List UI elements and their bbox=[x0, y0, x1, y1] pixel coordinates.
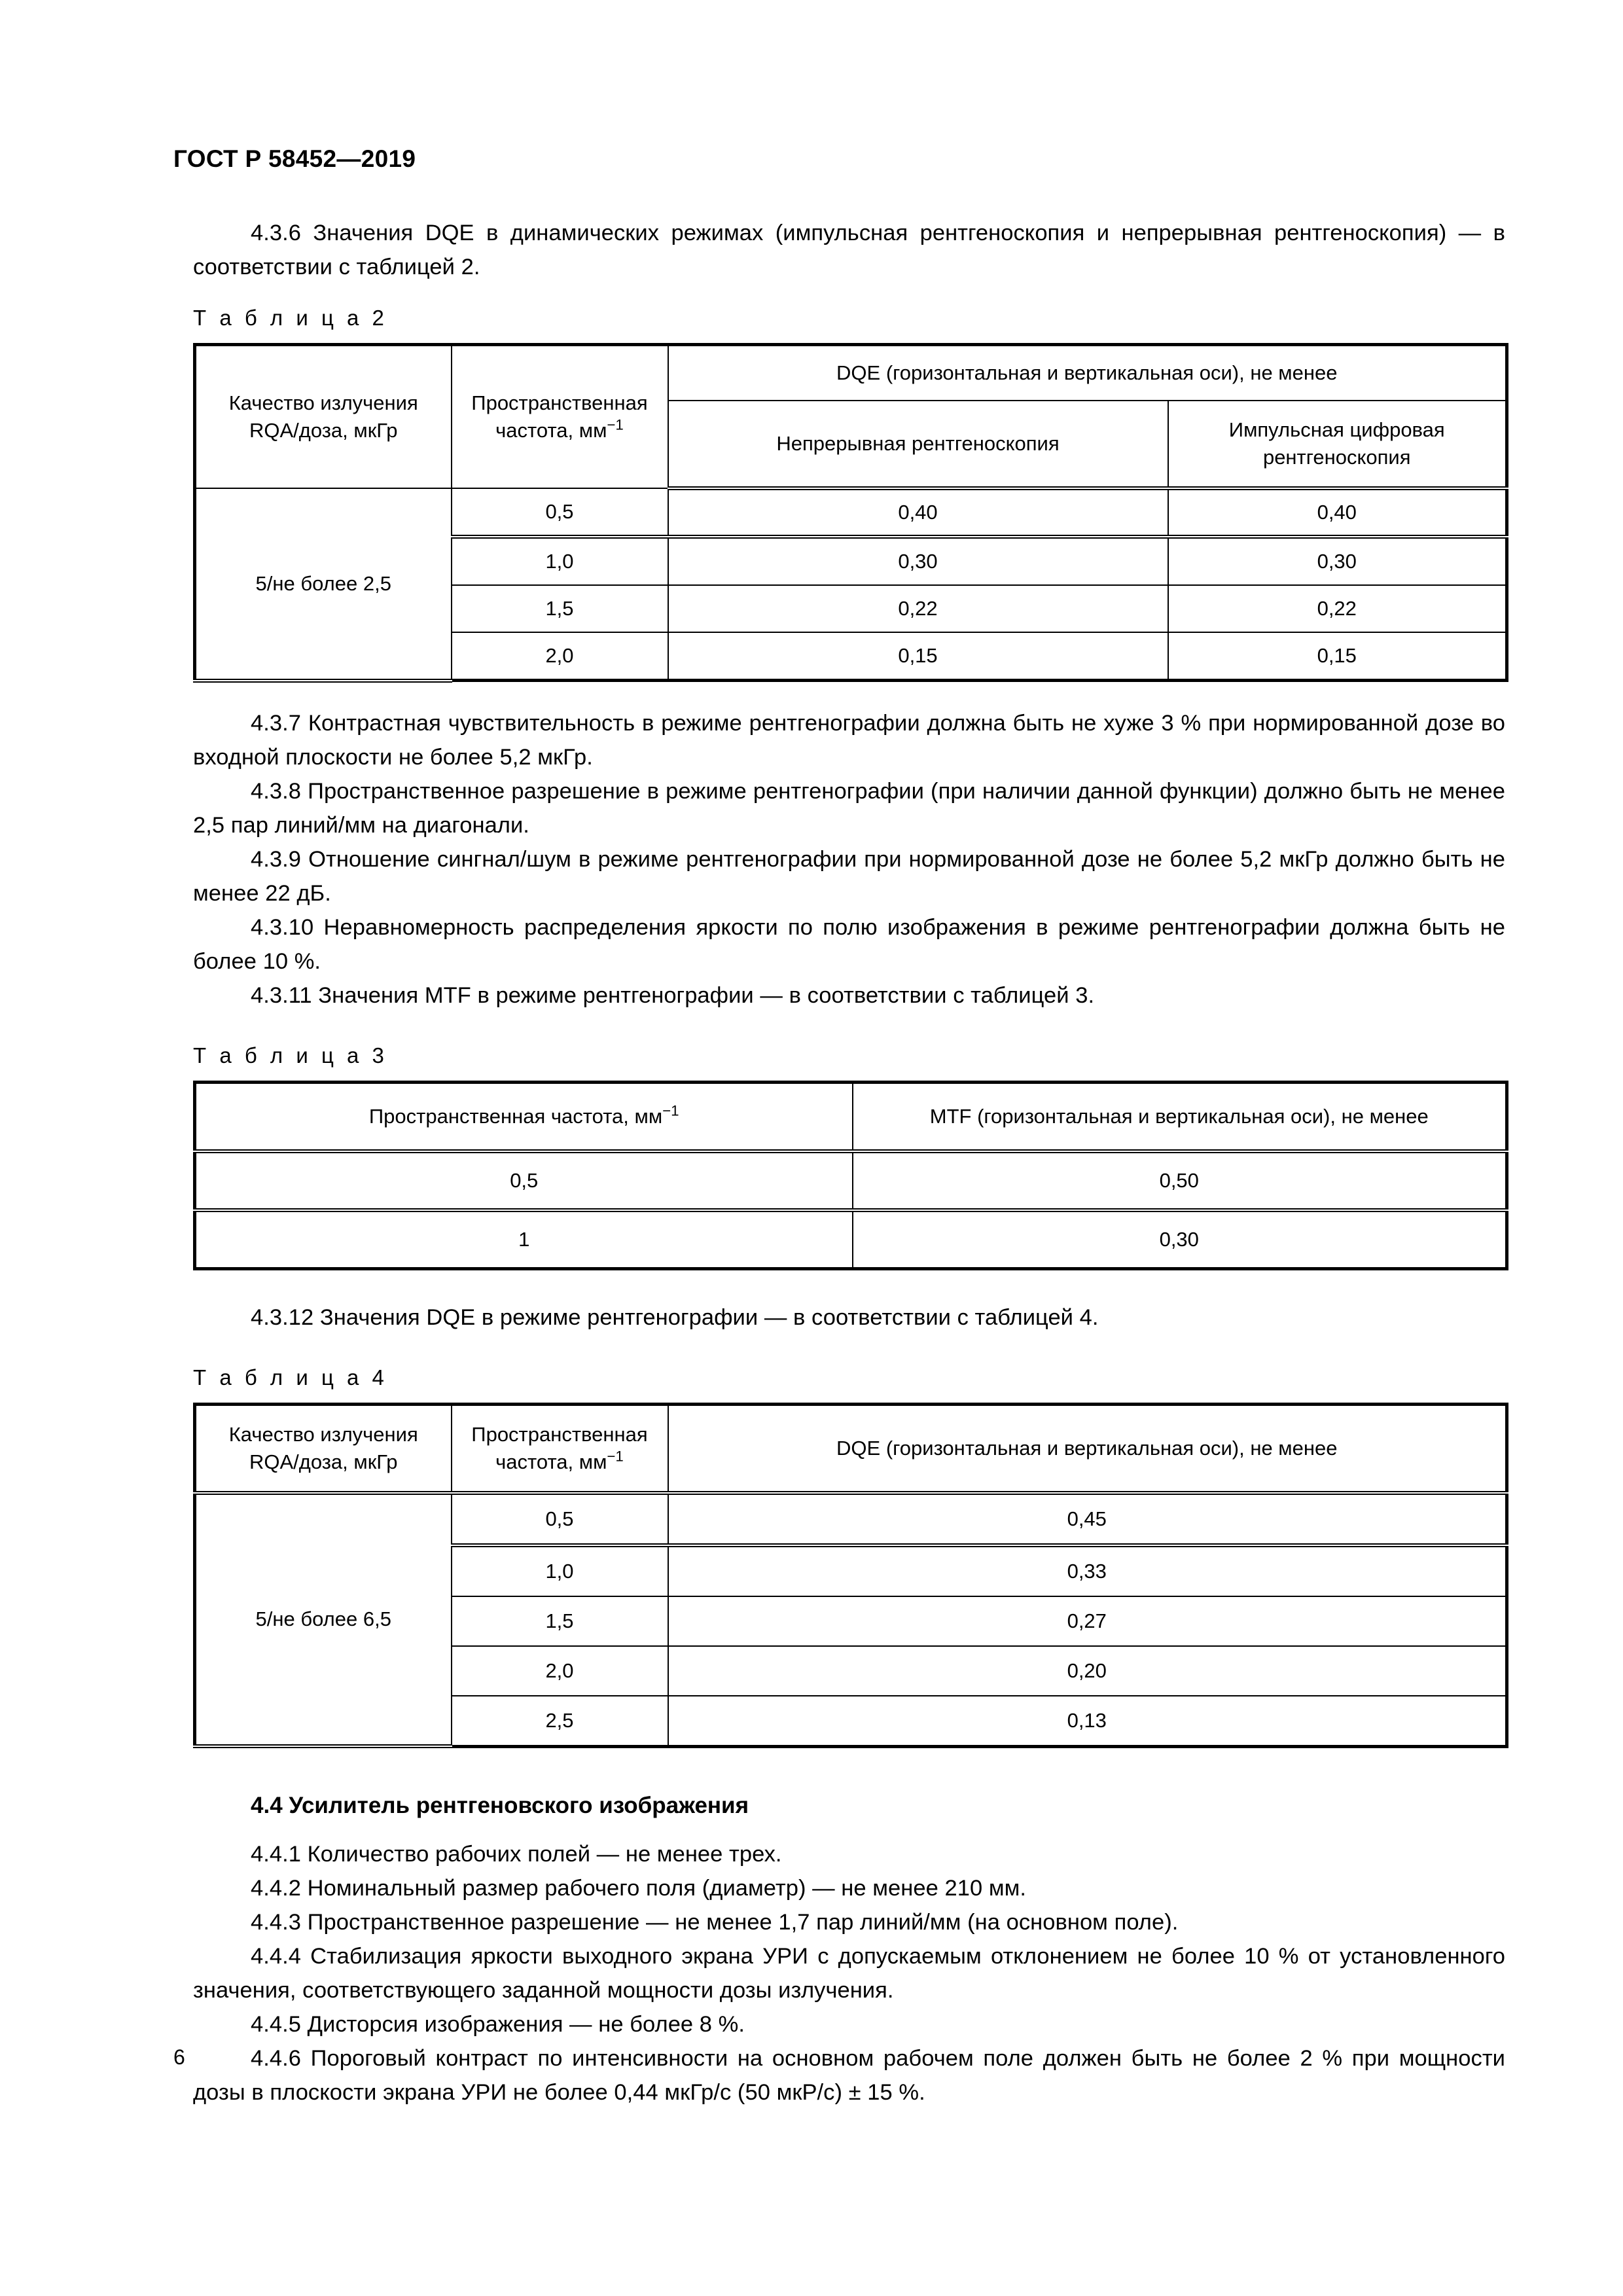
table-2-head-frequency-exponent: −1 bbox=[607, 416, 624, 433]
table-2-head-dqe-span: DQE (горизонтальная и вертикальная оси), не менее bbox=[668, 345, 1507, 401]
table-2-head-continuous: Непрерывная рентгеноскопия bbox=[668, 401, 1168, 488]
table-2-head-quality bbox=[195, 345, 452, 489]
table-2-cell-frequency: 1,5 bbox=[452, 585, 668, 632]
table-2-cell-continuous: 0,22 bbox=[668, 585, 1168, 632]
paragraph-4-3-9: 4.3.9 Отношение сингнал/шум в режиме рентгенографии при нормированной дозе не более 5,2 мкГр должно быть не менее 22 дБ. bbox=[193, 846, 1505, 906]
table-2-head-pulsed-line1: Импульсная цифровая bbox=[1228, 418, 1445, 441]
table-2-cell-pulsed: 0,40 bbox=[1168, 488, 1507, 537]
table-2-cell-pulsed: 0,30 bbox=[1168, 537, 1507, 585]
table-3-caption: Т а б л и ц а 3 bbox=[193, 1043, 388, 1067]
table-3-head-frequency-exponent: −1 bbox=[662, 1102, 679, 1119]
table-2-head-pulsed-line2: рентгеноскопия bbox=[1262, 446, 1411, 469]
heading-4-4: 4.4 Усилитель рентгеновского изображения bbox=[251, 1793, 749, 1818]
paragraph-4-3-10: 4.3.10 Неравномерность распределения яркости по полю изображения в режиме рентгенографии должна быть не более 10 %. bbox=[193, 914, 1505, 974]
table-2-head-quality-line1: Качество излучения bbox=[228, 391, 418, 414]
paragraph-4-4-1: 4.4.1 Количество рабочих полей — не менее трех. bbox=[251, 1842, 782, 1867]
page-content bbox=[193, 216, 1505, 2109]
paragraph-4-4-6: 4.4.6 Пороговый контраст по интенсивности на основном рабочем поле должен быть не более 2 % при мощности дозы в плоскости экрана УРИ не более 0,44 мкГр/с (50 мкР/с) ± 15 %. bbox=[193, 2046, 1505, 2105]
table-2-cell-pulsed: 0,22 bbox=[1168, 585, 1507, 632]
table-4-cell-frequency: 2,0 bbox=[452, 1646, 668, 1696]
table-3-cell-frequency: 1 bbox=[195, 1210, 853, 1269]
table-2-head-quality-line2: RQA/доза, мкГр bbox=[249, 419, 398, 442]
table-2-cell-frequency: 1,0 bbox=[452, 537, 668, 585]
table-row bbox=[195, 1151, 1507, 1210]
table-2-head-pulsed bbox=[1168, 401, 1507, 488]
table-4-head-quality-line2: RQA/доза, мкГр bbox=[249, 1450, 398, 1473]
table-2-cell-pulsed: 0,15 bbox=[1168, 632, 1507, 681]
table-row bbox=[195, 1210, 1507, 1269]
table-4-cell-dqe: 0,45 bbox=[668, 1493, 1507, 1545]
page-number: 6 bbox=[173, 2045, 185, 2069]
paragraph-4-4-5: 4.4.5 Дисторсия изображения — не более 8 %. bbox=[251, 2012, 745, 2037]
table-3-cell-mtf: 0,30 bbox=[853, 1210, 1507, 1269]
table-2-caption: Т а б л и ц а 2 bbox=[193, 306, 388, 330]
table-4-cell-quality: 5/не более 6,5 bbox=[195, 1493, 452, 1747]
table-row bbox=[195, 1082, 1507, 1151]
table-row bbox=[195, 1404, 1507, 1493]
table-4-cell-frequency: 1,5 bbox=[452, 1596, 668, 1646]
table-2 bbox=[193, 343, 1508, 683]
table-3-cell-mtf: 0,50 bbox=[853, 1151, 1507, 1210]
table-4-cell-dqe: 0,20 bbox=[668, 1646, 1507, 1696]
table-4-cell-frequency: 2,5 bbox=[452, 1696, 668, 1747]
table-2-head-frequency bbox=[452, 345, 668, 489]
table-4 bbox=[193, 1403, 1508, 1749]
paragraph-4-3-8: 4.3.8 Пространственное разрешение в режиме рентгенографии (при наличии данной функции) должно быть не менее 2,5 пар линий/мм на диагонали. bbox=[193, 778, 1505, 838]
table-row bbox=[195, 488, 1507, 537]
table-4-cell-dqe: 0,27 bbox=[668, 1596, 1507, 1646]
table-row bbox=[195, 1493, 1507, 1545]
table-2-cell-continuous: 0,30 bbox=[668, 537, 1168, 585]
table-4-cell-frequency: 1,0 bbox=[452, 1545, 668, 1596]
running-header-standard-id: ГОСТ Р 58452—2019 bbox=[173, 145, 416, 172]
table-4-head-frequency-line1: Пространственная bbox=[471, 1422, 648, 1446]
table-2-cell-continuous: 0,40 bbox=[668, 488, 1168, 537]
table-2-head-frequency-line2: частота, $мм^{-1}$ bbox=[495, 416, 624, 442]
table-2-cell-frequency: 2,0 bbox=[452, 632, 668, 681]
table-3-head-mtf: MTF (горизонтальная и вертикальная оси), не менее bbox=[853, 1082, 1507, 1151]
table-2-head-frequency-line1: Пространственная bbox=[471, 391, 648, 414]
paragraph-4-4-3: 4.4.3 Пространственное разрешение — не менее 1,7 пар линий/мм (на основном поле). bbox=[251, 1910, 1179, 1935]
table-4-head-dqe: DQE (горизонтальная и вертикальная оси), не менее bbox=[668, 1404, 1507, 1493]
paragraph-4-3-11: 4.3.11 Значения MTF в режиме рентгенографии — в соответствии с таблицей 3. bbox=[251, 982, 1095, 1008]
table-4-head-quality-line1: Качество излучения bbox=[228, 1422, 418, 1446]
table-row bbox=[195, 345, 1507, 401]
table-2-cell-frequency: 0,5 bbox=[452, 488, 668, 537]
table-4-head-frequency bbox=[452, 1404, 668, 1493]
table-3-cell-frequency: 0,5 bbox=[195, 1151, 853, 1210]
paragraph-4-4-4: 4.4.4 Стабилизация яркости выходного экрана УРИ с допускаемым отклонением не более 10 % от установленного значения, соответствующего заданной мощности дозы излучения. bbox=[193, 1944, 1505, 2003]
table-4-head-frequency-line2: частота, $мм^{-1}$ bbox=[495, 1448, 624, 1473]
paragraph-4-3-6: 4.3.6 Значения DQE в динамических режимах (импульсная рентгеноскопия и непрерывная рентгеноскопия) — в соответствии с таблицей 2. bbox=[193, 221, 1505, 279]
table-4-head-quality bbox=[195, 1404, 452, 1493]
table-4-caption: Т а б л и ц а 4 bbox=[193, 1365, 388, 1390]
table-4-cell-frequency: 0,5 bbox=[452, 1493, 668, 1545]
table-4-cell-dqe: 0,33 bbox=[668, 1545, 1507, 1596]
paragraph-4-3-7: 4.3.7 Контрастная чувствительность в режиме рентгенографии должна быть не хуже 3 % при нормированной дозе во входной плоскости не более 5,2 мкГр. bbox=[193, 710, 1505, 770]
table-4-cell-dqe: 0,13 bbox=[668, 1696, 1507, 1747]
paragraph-4-3-12: 4.3.12 Значения DQE в режиме рентгенографии — в соответствии с таблицей 4. bbox=[251, 1304, 1099, 1330]
paragraph-4-4-2: 4.4.2 Номинальный размер рабочего поля (диаметр) — не менее 210 мм. bbox=[251, 1876, 1027, 1901]
table-3 bbox=[193, 1081, 1508, 1270]
table-2-cell-continuous: 0,15 bbox=[668, 632, 1168, 681]
table-3-head-frequency: Пространственная частота, $мм^{-1}$ bbox=[195, 1082, 853, 1151]
table-2-cell-quality: 5/не более 2,5 bbox=[195, 488, 452, 681]
table-4-head-frequency-exponent: −1 bbox=[607, 1448, 624, 1465]
